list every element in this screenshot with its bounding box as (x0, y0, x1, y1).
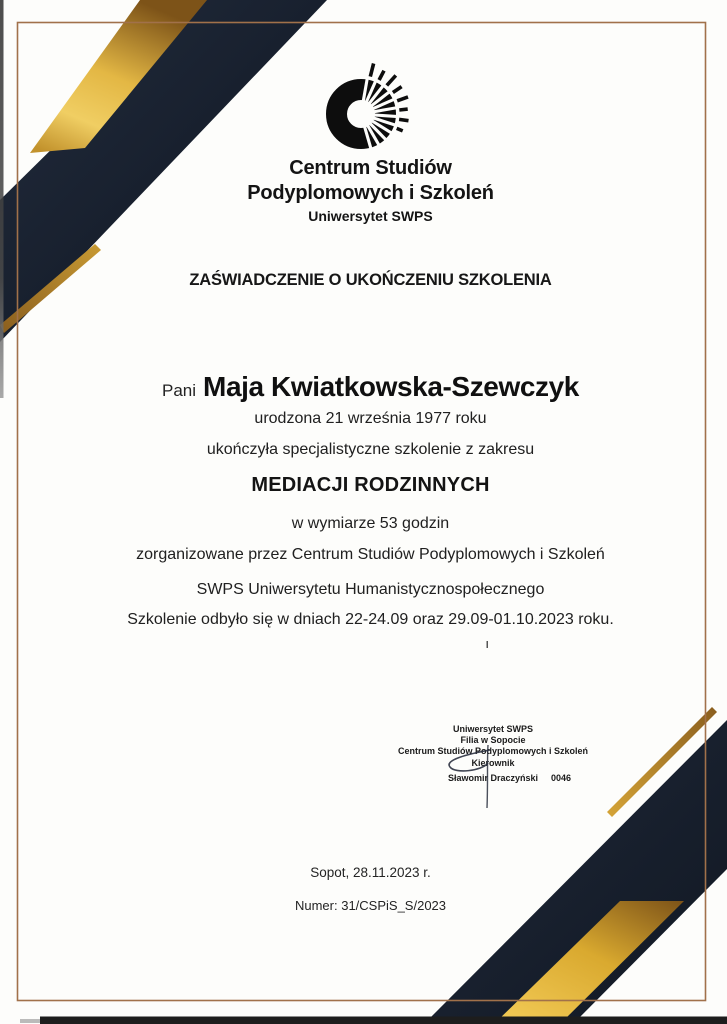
salutation: Pani (162, 381, 197, 400)
recipient-name: Maja Kwiatkowska-Szewczyk (203, 371, 579, 402)
university-logo-icon (301, 54, 421, 174)
recipient-name-line (14, 371, 727, 403)
course-dates-line: Szkolenie odbyło się w dniach 22-24.09 oraz 29.09-01.10.2023 roku. (127, 611, 614, 628)
org-name-line2: Podyplomowych i Szkoleń (247, 182, 494, 204)
swps-radial-ring-logo (301, 54, 421, 174)
completion-line: ukończyła specjalistyczne szkolenie z zakresu (206, 441, 535, 458)
course-name: MEDIACJI RODZINNYCH (251, 474, 490, 496)
stamp-role: Kierownik (471, 758, 515, 768)
certificate-number: Numer: 31/CSPiS_S/2023 (294, 898, 447, 913)
stamp-line1: Uniwersytet SWPS (452, 724, 534, 734)
signature-scribble (430, 738, 570, 818)
organizer-line1: zorganizowane przez Centrum Studiów Podyplomowych i Szkoleń (136, 546, 605, 563)
course-hours-line: w wymiarze 53 godzin (291, 515, 450, 532)
org-name-line1: Centrum Studiów (289, 157, 452, 179)
stamp-line2: Filia w Sopocie (460, 735, 526, 745)
org-name-line3: Uniwersytet SWPS (308, 208, 433, 224)
place-and-date: Sopot, 28.11.2023 r. (310, 865, 431, 880)
organizer-line2: SWPS Uniwersytetu Humanistycznospołecznego (196, 581, 545, 598)
certificate-title: ZAŚWIADCZENIE O UKOŃCZENIU SZKOLENIA (189, 271, 552, 289)
stamp-line3: Centrum Studiów Podyplomowych i Szkoleń (397, 746, 588, 756)
signer-name: Sławomir Draczyński (447, 773, 539, 783)
birth-date-line: urodzona 21 września 1977 roku (254, 410, 487, 427)
stamp-number: 0046 (550, 773, 571, 783)
